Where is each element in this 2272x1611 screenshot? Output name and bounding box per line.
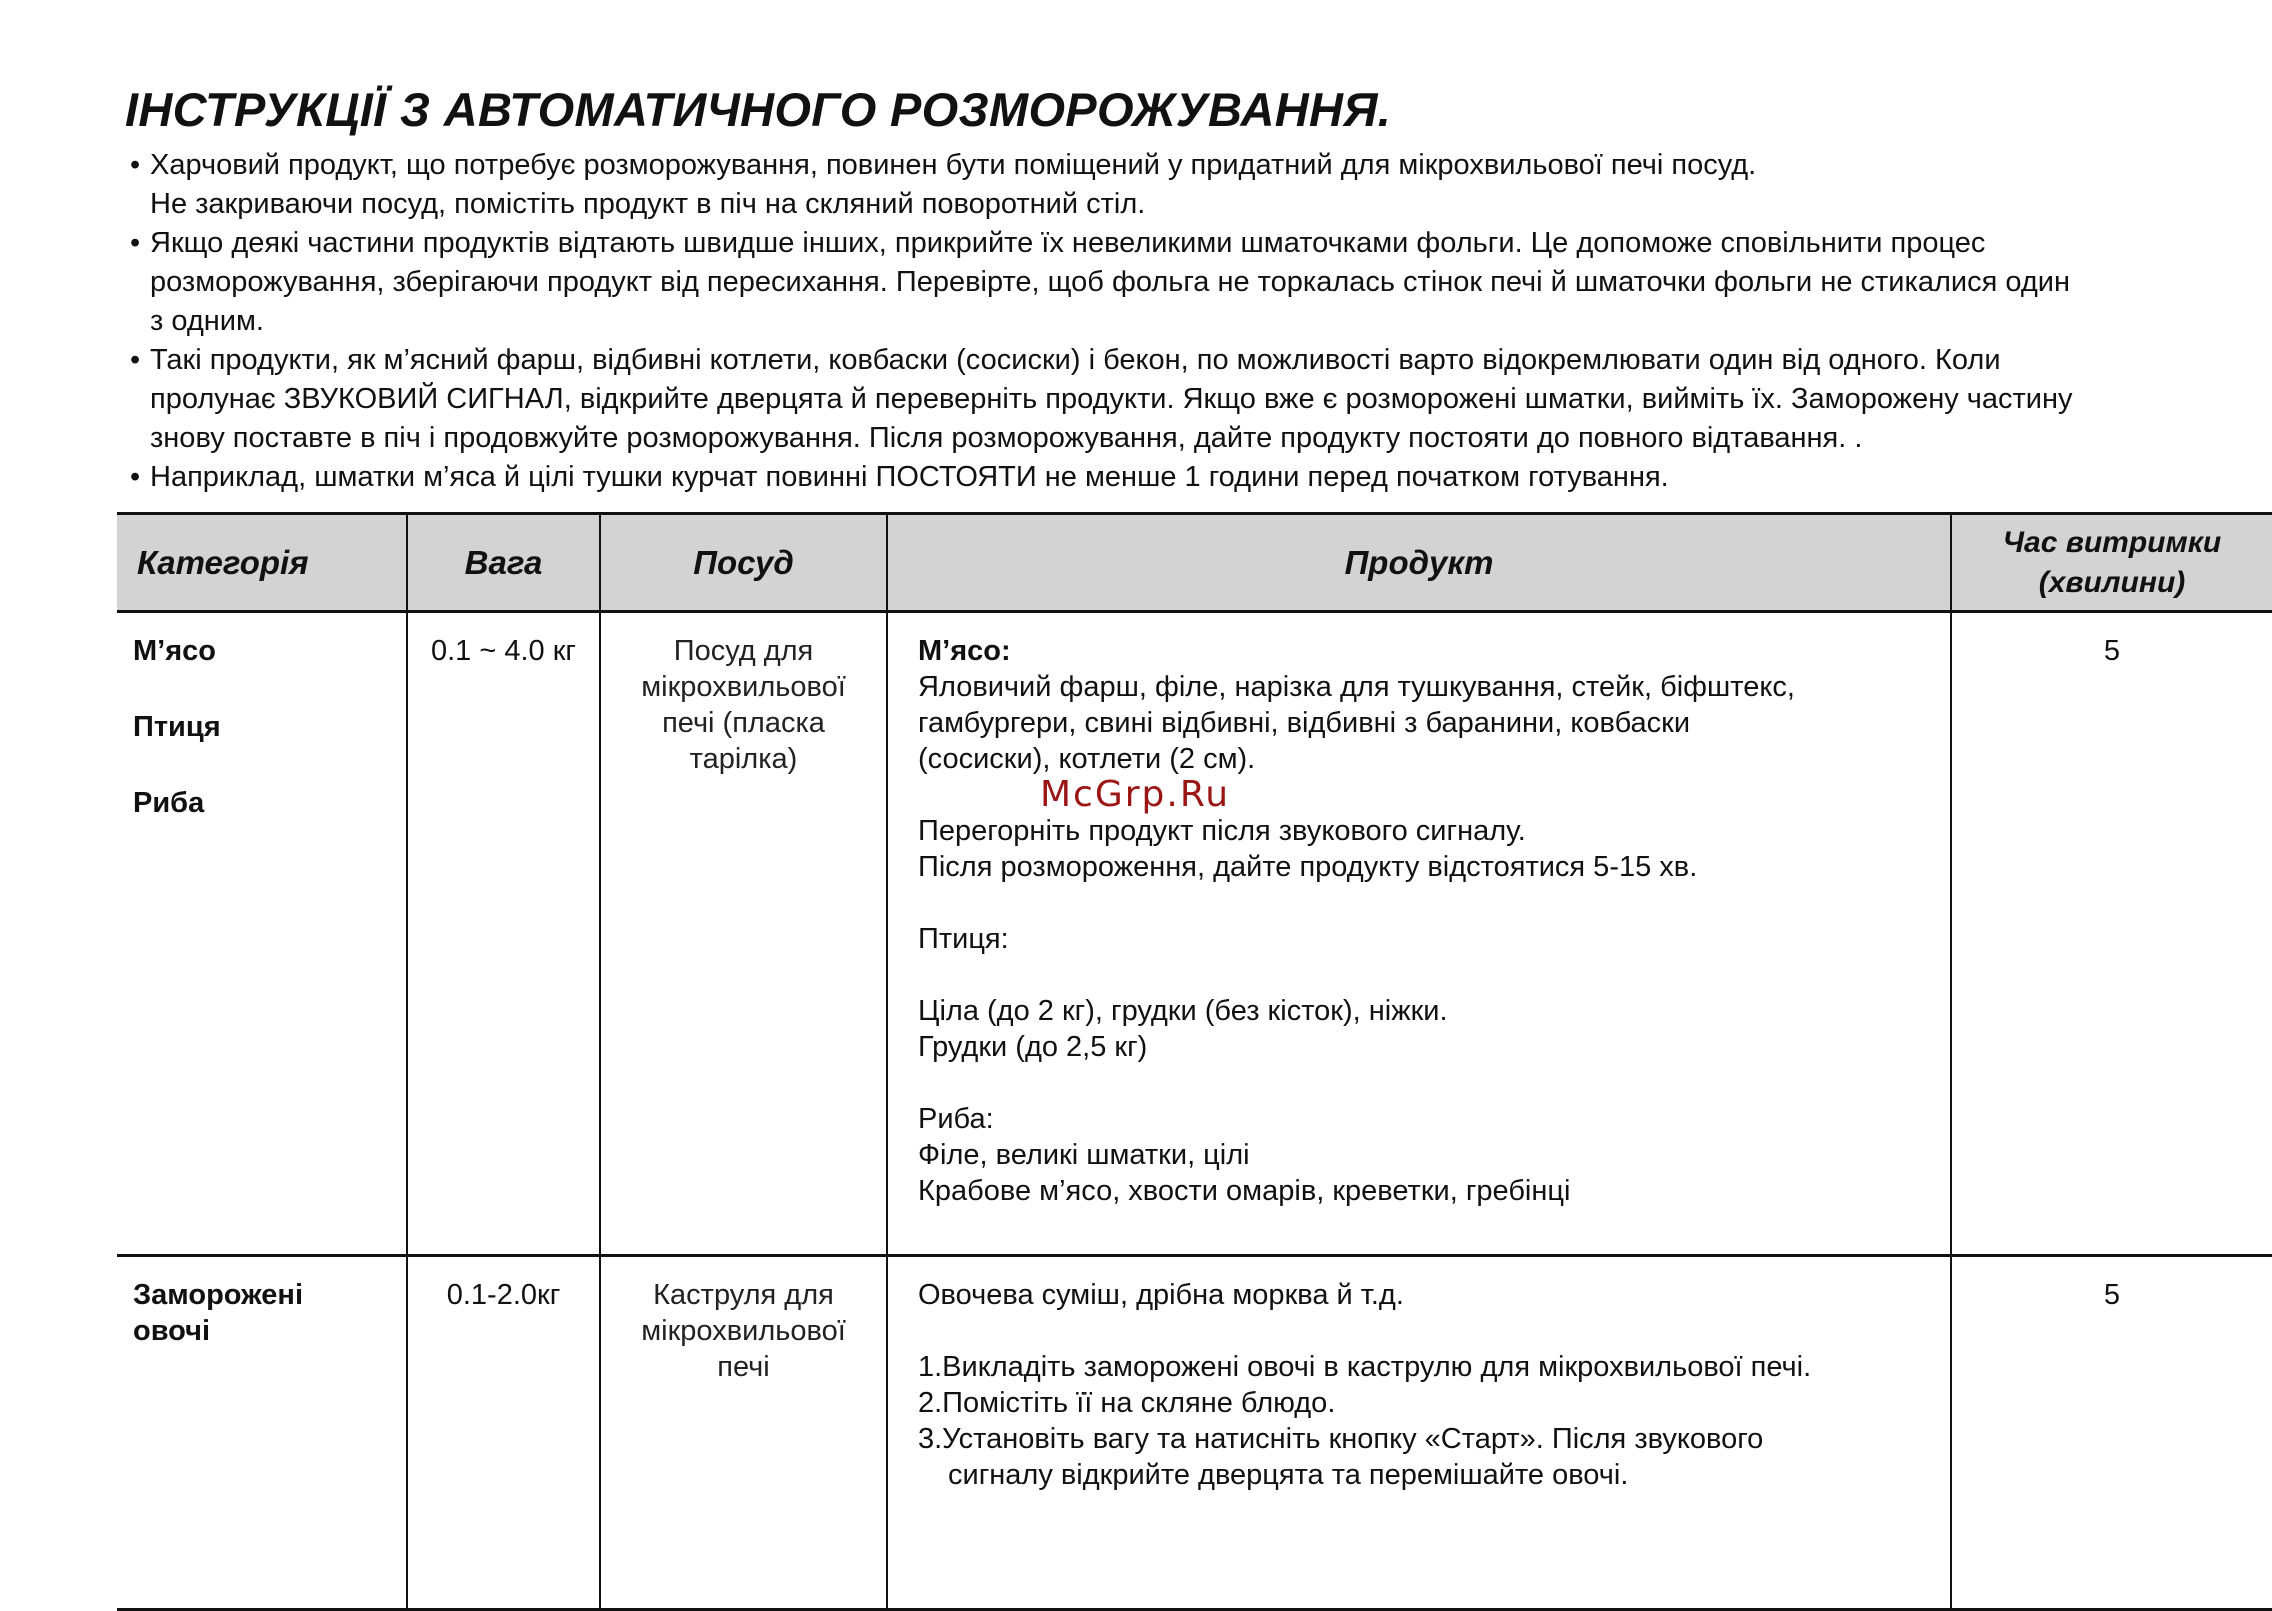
standing-time-cell: 5 <box>1951 1256 2272 1610</box>
dish-line: мікрохвильової <box>641 1315 846 1347</box>
dish-line: печі (пласка <box>662 707 825 739</box>
category-label: овочі <box>133 1315 211 1347</box>
instruction-item <box>130 341 2220 458</box>
category-cell <box>117 612 407 1256</box>
dish-line: Каструля для <box>653 1279 834 1311</box>
product-spacer <box>918 1065 1930 1101</box>
product-line: Ціла (до 2 кг), грудки (без кісток), ніжки. <box>918 995 1448 1027</box>
table-header-row <box>117 514 2272 612</box>
product-line: Яловичий фарш, філе, нарізка для тушкування, стейк, біфштекс, <box>918 671 1795 703</box>
instruction-line: Наприклад, шматки м’яса й цілі тушки курчат повинні ПОСТОЯТИ не менше 1 години перед початком готування. <box>150 461 1669 493</box>
instruction-item <box>130 458 2220 497</box>
dish-cell <box>600 612 887 1256</box>
product-line: сигналу відкрийте дверцята та перемішайте овочі. <box>948 1459 1629 1491</box>
product-line: 1.Викладіть заморожені овочі в каструлю для мікрохвильової печі. <box>918 1351 1812 1383</box>
dish-line: печі <box>717 1351 770 1383</box>
product-line: гамбургери, свині відбивні, відбивні з баранини, ковбаски <box>918 707 1691 739</box>
instruction-line: Харчовий продукт, що потребує розморожування, повинен бути поміщений у придатний для мікрохвильової печі посуд. <box>150 149 1757 181</box>
defrost-table <box>117 512 2272 1611</box>
instruction-line: Такі продукти, як м’ясний фарш, відбивні котлети, ковбаски (сосиски) і бекон, по можливості варто відокремлювати один від одного. Коли <box>150 344 2001 376</box>
instruction-line: Якщо деякі частини продуктів відтають швидше інших, прикрийте їх невеликими шматочками фольги. Це допоможе сповільнити процес <box>150 227 1986 259</box>
product-line: Овочева суміш, дрібна морква й т.д. <box>918 1279 1404 1311</box>
bullet-marker: • <box>130 227 141 259</box>
bullet-marker: • <box>130 344 141 376</box>
standing-time-cell: 5 <box>1951 612 2272 1256</box>
product-cell <box>887 612 1951 1256</box>
instruction-line: знову поставте в піч і продовжуйте розморожування. Після розморожування, дайте продукту постояти до повного відтавання. . <box>150 422 1863 454</box>
category-label: Птиця <box>133 711 221 743</box>
category-label: М’ясо <box>133 635 216 667</box>
weight-cell: 0.1 ~ 4.0 кг <box>407 612 600 1256</box>
header-time-line: Час витримки <box>2002 525 2222 559</box>
product-line: (сосиски), котлети (2 см). <box>918 743 1256 775</box>
bullet-marker: • <box>130 149 141 181</box>
bullet-marker: • <box>130 461 141 493</box>
dish-line: тарілка) <box>689 743 798 775</box>
header-time-line: (хвилини) <box>2038 565 2186 599</box>
header-standing-time <box>1951 514 2272 612</box>
header-category: Категорія <box>117 514 407 612</box>
dish-line: мікрохвильової <box>641 671 846 703</box>
page-title: ІНСТРУКЦІЇ З АВТОМАТИЧНОГО РОЗМОРОЖУВАННЯ. <box>125 83 1392 136</box>
category-label: Заморожені <box>133 1279 304 1311</box>
category-cell <box>117 1256 407 1610</box>
table-row <box>117 1256 2272 1610</box>
product-line: Крабове м’ясо, хвости омарів, креветки, гребінці <box>918 1175 1571 1207</box>
product-line: Риба: <box>918 1103 994 1135</box>
instruction-line: Не закриваючи посуд, помістіть продукт в піч на скляний поворотний стіл. <box>150 188 1146 220</box>
product-spacer <box>918 1313 1930 1349</box>
product-spacer <box>918 957 1930 993</box>
product-title: М’ясо: <box>918 635 1011 667</box>
watermark: McGrp.Ru <box>1040 774 1231 815</box>
category-label: Риба <box>133 787 205 819</box>
product-line: Філе, великі шматки, цілі <box>918 1139 1250 1171</box>
table-row <box>117 612 2272 1256</box>
product-line: Грудки (до 2,5 кг) <box>918 1031 1148 1063</box>
product-line: Після розмороження, дайте продукту відстоятися 5-15 хв. <box>918 851 1698 883</box>
instruction-line: розморожування, зберігаючи продукт від пересихання. Перевірте, щоб фольга не торкалась стінок печі й шматочки фольги не стикалися один <box>150 266 2070 298</box>
instruction-line: з одним. <box>150 305 264 337</box>
instruction-item <box>130 146 2220 224</box>
product-line: 3.Установіть вагу та натисніть кнопку «Старт». Після звукового <box>918 1423 1764 1455</box>
instruction-line: пролунає ЗВУКОВИЙ СИГНАЛ, відкрийте дверцята й переверніть продукти. Якщо вже є розморожені шматки, вийміть їх. Заморожену частину <box>150 383 2073 415</box>
dish-cell <box>600 1256 887 1610</box>
header-weight: Вага <box>407 514 600 612</box>
product-line: Перегорніть продукт після звукового сигналу. <box>918 815 1526 847</box>
header-product: Продукт <box>887 514 1951 612</box>
dish-line: Посуд для <box>673 635 814 667</box>
instruction-item <box>130 224 2220 341</box>
product-line: Птиця: <box>918 923 1009 955</box>
product-line: 2.Помістіть її на скляне блюдо. <box>918 1387 1336 1419</box>
weight-cell: 0.1-2.0кг <box>407 1256 600 1610</box>
instructions-list <box>130 146 2220 497</box>
header-dish: Посуд <box>600 514 887 612</box>
product-spacer <box>918 885 1930 921</box>
product-cell <box>887 1256 1951 1610</box>
